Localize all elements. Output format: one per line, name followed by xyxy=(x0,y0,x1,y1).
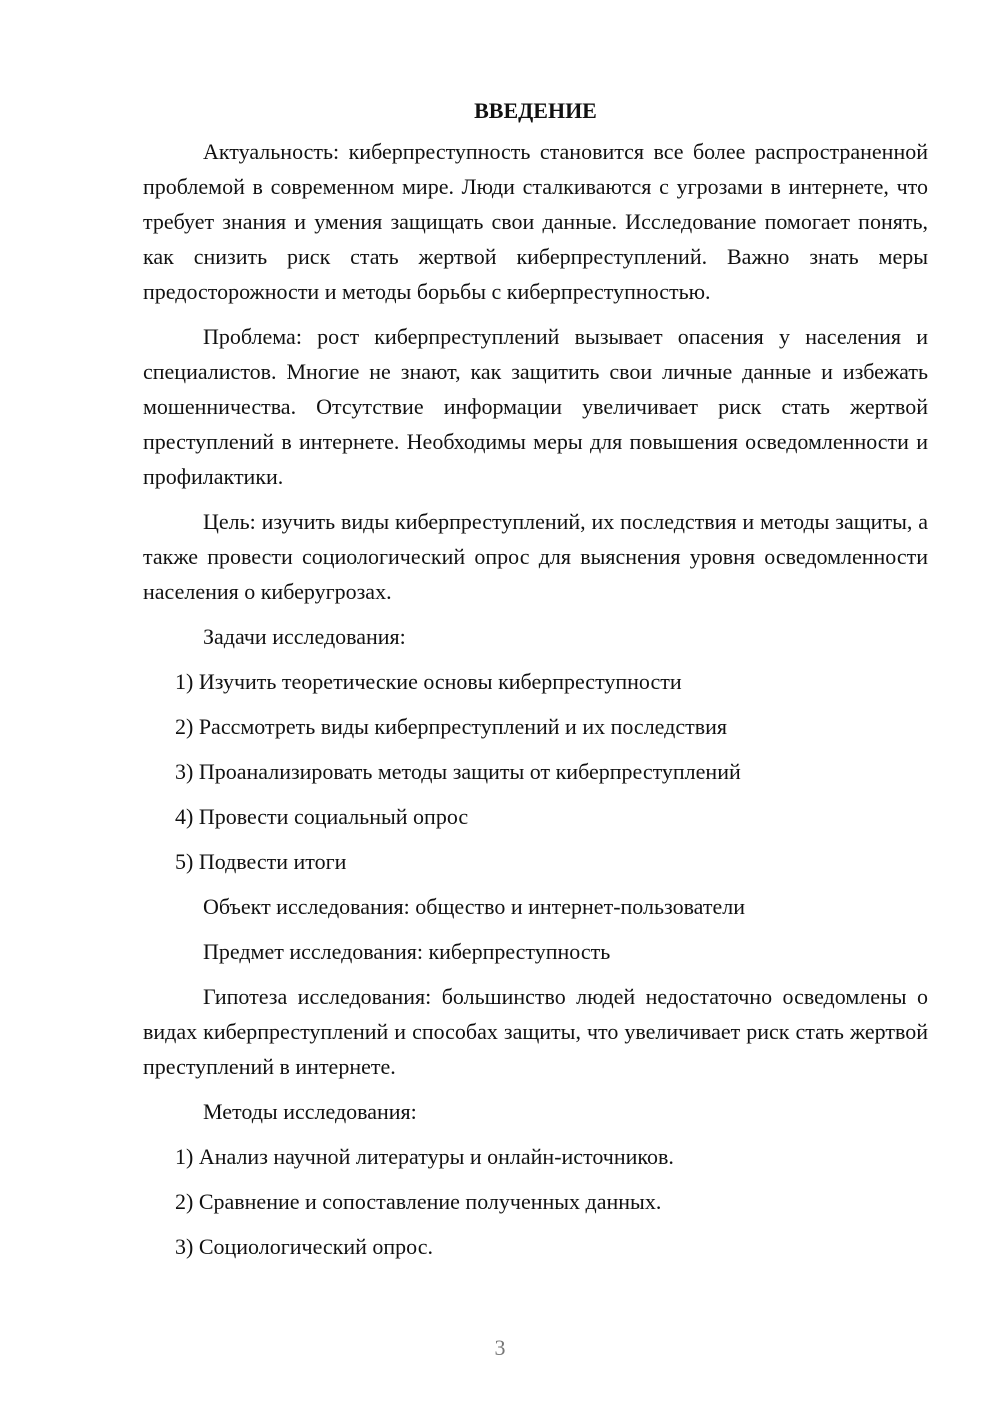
tasks-heading: Задачи исследования: xyxy=(203,624,406,649)
hypothesis-paragraph: Гипотеза исследования: большинство людей недостаточно осведомлены о видах киберпреступлений и способах защиты, что увеличивает риск стать жертвой преступлений в интернете. xyxy=(143,984,928,1079)
tasks-list xyxy=(143,664,928,879)
research-subject: Предмет исследования: киберпреступность xyxy=(203,939,611,964)
list-item: 3) Проанализировать методы защиты от киберпреступлений xyxy=(175,759,741,784)
research-object: Объект исследования: общество и интернет-пользователи xyxy=(203,894,745,919)
list-item: 1) Изучить теоретические основы киберпреступности xyxy=(175,669,682,694)
list-item: 2) Рассмотреть виды киберпреступлений и их последствия xyxy=(175,714,727,739)
problem-paragraph: Проблема: рост киберпреступлений вызывает опасения у населения и специалистов. Многие не знают, как защитить свои личные данные и избежать мошенничества. Отсутствие информации увеличивает риск стать жертвой преступлений в интернете. Необходимы меры для повышения осведомленности и профилактики. xyxy=(143,324,928,489)
list-item: 5) Подвести итоги xyxy=(175,849,347,874)
page-title: ВВЕДЕНИЕ xyxy=(474,98,597,123)
methods-list xyxy=(143,1139,928,1264)
list-item: 1) Анализ научной литературы и онлайн-источников. xyxy=(175,1144,674,1169)
list-item: 2) Сравнение и сопоставление полученных данных. xyxy=(175,1189,662,1214)
goal-paragraph: Цель: изучить виды киберпреступлений, их последствия и методы защиты, а также провести социологический опрос для выяснения уровня осведомленности населения о киберугрозах. xyxy=(143,509,928,604)
relevance-paragraph: Актуальность: киберпреступность становится все более распространенной проблемой в современном мире. Люди сталкиваются с угрозами в интернете, что требует знания и умения защищать свои данные. Исследование помогает понять, как снизить риск стать жертвой киберпреступлений. Важно знать меры предосторожности и методы борьбы с киберпреступностью. xyxy=(143,139,928,304)
page-number: 3 xyxy=(494,1335,506,1360)
document-body xyxy=(143,93,928,1274)
methods-heading: Методы исследования: xyxy=(203,1099,417,1124)
list-item: 4) Провести социальный опрос xyxy=(175,804,469,829)
list-item: 3) Социологический опрос. xyxy=(175,1234,433,1259)
